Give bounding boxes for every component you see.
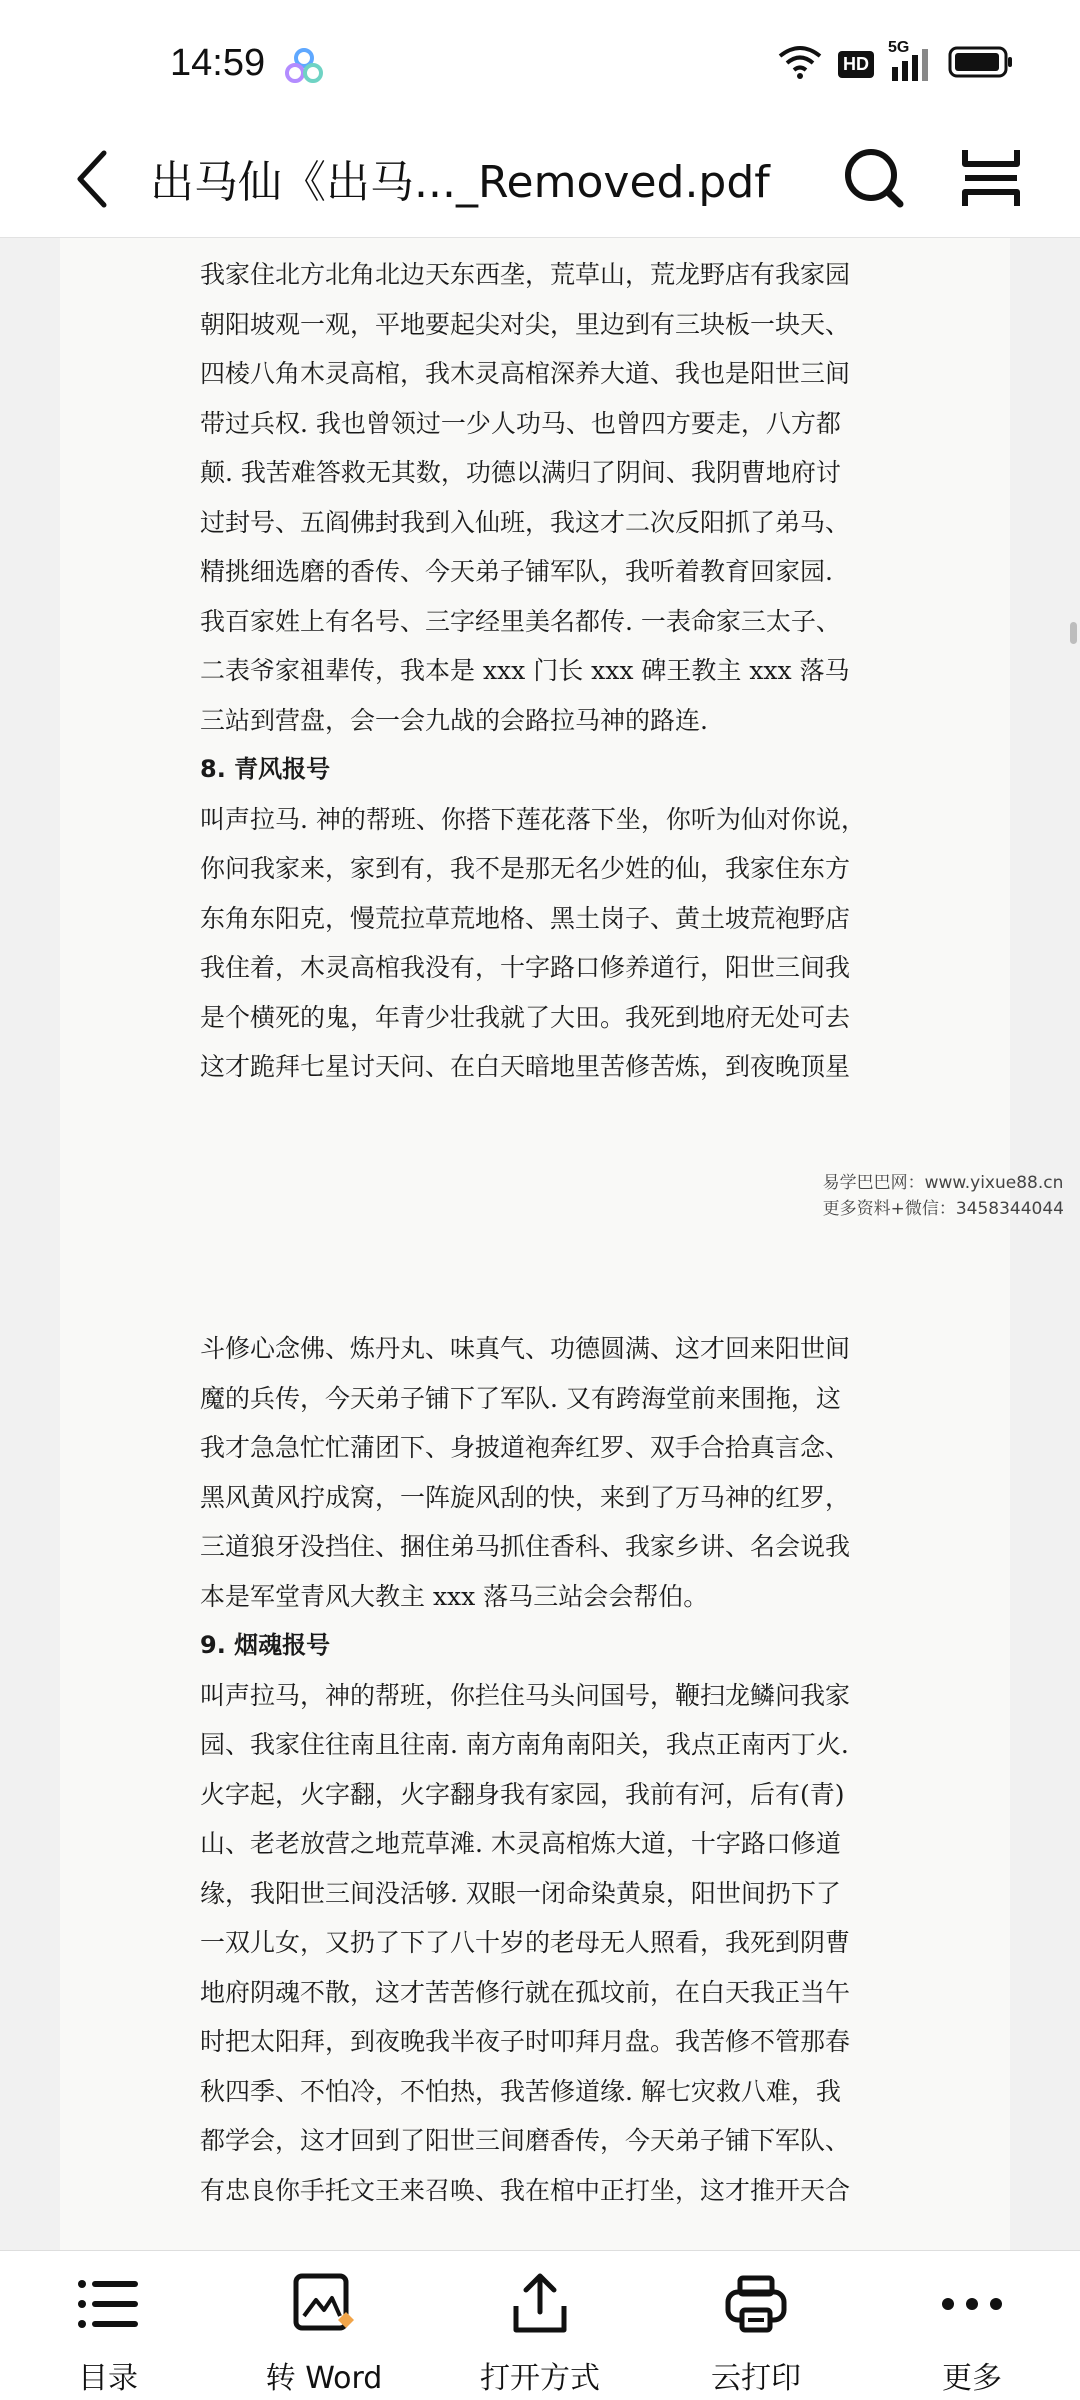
bottom-toolbar <box>0 2250 1080 2400</box>
text-line: 秋四季、不怕冷，不怕热，我苦修道缘. 解七灾救八难，我 <box>200 2076 841 2106</box>
text-line: 东角东阳克，慢荒拉草荒地格、黑土岗子、黄土坡荒袍野店 <box>200 903 851 933</box>
text-line: 带过兵权. 我也曾领过一少人功马、也曾四方要走，八方都 <box>200 408 841 438</box>
cloud-app-icon <box>282 46 326 86</box>
page2-body <box>200 1324 920 2215</box>
text-line: 精挑细选磨的香传、今天弟子铺军队，我听着教育回家园. <box>200 557 833 586</box>
open-with-label: 打开方式 <box>480 2361 600 2396</box>
text-line: 朝阳坡观一观，平地要起尖对尖，里边到有三块板一块天、 <box>200 309 851 339</box>
page1-body <box>200 250 920 1092</box>
text-line: 地府阴魂不散，这才苦苦修行就在孤坟前，在白天我正当午 <box>200 1977 851 2007</box>
cloud-print-label: 云打印 <box>711 2361 801 2396</box>
text-line: 我住着，木灵高棺我没有，十字路口修养道行，阳世三间我 <box>200 953 851 982</box>
scrollbar-thumb[interactable] <box>1070 622 1077 644</box>
more-label: 更多 <box>942 2361 1002 2396</box>
text-line: 你问我家来，家到有，我不是那无名少姓的仙，我家住东方 <box>200 854 851 883</box>
convert-word-label: 转 Word <box>265 2361 383 2396</box>
section-heading: 8. 青风报号 <box>200 755 331 783</box>
convert-word-button[interactable] <box>216 2251 432 2400</box>
watermark-line: 易学巴巴网：www.yixue88.cn <box>822 1173 1064 1193</box>
scissors-icon <box>955 142 1027 214</box>
chevron-left-icon <box>72 149 112 209</box>
text-line: 三道狼牙没挡住、捆住弟马抓住香科、我家乡讲、名会说我 <box>200 1532 851 1561</box>
status-time: 14:59 <box>170 42 266 84</box>
search-icon <box>838 142 910 214</box>
text-line: 叫声拉马，神的帮班，你拦住马头问国号，鞭扫龙鳞问我家 <box>200 1680 851 1710</box>
text-line: 二表爷家祖辈传，我本是 xxx 门长 xxx 碑王教主 xxx 落马 <box>200 656 850 685</box>
text-line: 是个横死的鬼，年青少壮我就了大田。我死到地府无处可去 <box>200 1002 851 1032</box>
text-line: 园、我家住往南且往南. 南方南角南阳关，我点正南丙丁火. <box>200 1730 849 1759</box>
search-button[interactable] <box>838 142 910 214</box>
cloud-print-button[interactable] <box>648 2251 864 2400</box>
text-line: 魔的兵传，今天弟子铺下了军队. 又有跨海堂前来围拖，这 <box>200 1383 841 1413</box>
network-label: 5G <box>888 39 910 56</box>
text-line: 我百家姓上有名号、三字经里美名都传. 一表命家三太子、 <box>200 606 841 636</box>
watermark-line: 更多资料+微信：3458344044 <box>822 1199 1064 1219</box>
text-line: 时把太阳拜，到夜晚我半夜子时叩拜月盘。我苦修不管那春 <box>200 2027 851 2056</box>
text-line: 缘，我阳世三间没活够. 双眼一闭命染黄泉，阳世间扔下了 <box>200 1878 841 1908</box>
image-convert-icon <box>289 2269 359 2339</box>
text-line: 三站到营盘，会一会九战的会路拉马神的路连. <box>200 705 708 735</box>
battery-icon <box>948 45 1014 83</box>
text-line: 本是军堂青风大教主 xxx 落马三站会会帮伯。 <box>200 1581 709 1611</box>
open-with-button[interactable] <box>432 2251 648 2400</box>
text-line: 一双儿女，又扔了下了八十岁的老母无人照看，我死到阴曹 <box>200 1928 851 1957</box>
back-button[interactable] <box>60 144 124 214</box>
document-title: 出马仙《出马..._Removed.pdf <box>150 157 770 208</box>
text-line: 有忠良你手托文王来召唤、我在棺中正打坐，这才推开天合 <box>200 2175 851 2205</box>
tools-button[interactable] <box>955 142 1027 214</box>
status-bar <box>0 0 1080 120</box>
text-line: 叫声拉马. 神的帮班、你搭下莲花落下坐，你听为仙对你说， <box>200 804 866 834</box>
text-line: 我才急急忙忙蒲团下、身披道袍奔红罗、双手合拾真言念、 <box>200 1433 851 1462</box>
text-line: 斗修心念佛、炼丹丸、味真气、功德圆满、这才回来阳世间 <box>200 1334 851 1363</box>
list-icon <box>73 2269 143 2339</box>
hd-badge: HD <box>838 51 874 78</box>
section-heading: 9. 烟魂报号 <box>200 1631 331 1659</box>
toc-label: 目录 <box>78 2361 138 2396</box>
top-app-bar <box>0 120 1080 238</box>
text-line: 都学会，这才回到了阳世三间磨香传，今天弟子铺下军队、 <box>200 2126 851 2155</box>
pdf-page <box>60 1256 1010 2250</box>
pdf-viewer[interactable] <box>0 238 1080 2250</box>
text-line: 四棱八角木灵高棺，我木灵高棺深养大道、我也是阳世三间 <box>200 359 851 388</box>
text-line: 我家住北方北角北边天东西垄，荒草山，荒龙野店有我家园 <box>200 260 851 289</box>
watermark <box>823 1170 1064 1222</box>
text-line: 过封号、五阎佛封我到入仙班，我这才二次反阳抓了弟马、 <box>200 507 851 537</box>
text-line: 黑风黄风拧成窝，一阵旋风刮的快，来到了万马神的红罗， <box>200 1482 851 1512</box>
signal-icon <box>888 39 934 83</box>
text-line: 火字起，火字翻，火字翻身我有家园，我前有河，后有(青) <box>200 1779 845 1809</box>
share-icon <box>505 2269 575 2339</box>
more-dots-icon <box>937 2269 1007 2339</box>
text-line: 山、老老放营之地荒草滩. 木灵高棺炼大道，十字路口修道 <box>200 1829 841 1858</box>
text-line: 这才跪拜七星讨天问、在白天暗地里苦修苦炼，到夜晚顶星 <box>200 1052 851 1081</box>
printer-icon <box>721 2269 791 2339</box>
toc-button[interactable] <box>0 2251 216 2400</box>
text-line: 颠. 我苦难答救无其数，功德以满归了阴间、我阴曹地府讨 <box>200 458 841 487</box>
more-button[interactable] <box>864 2251 1080 2400</box>
wifi-icon <box>776 44 824 84</box>
